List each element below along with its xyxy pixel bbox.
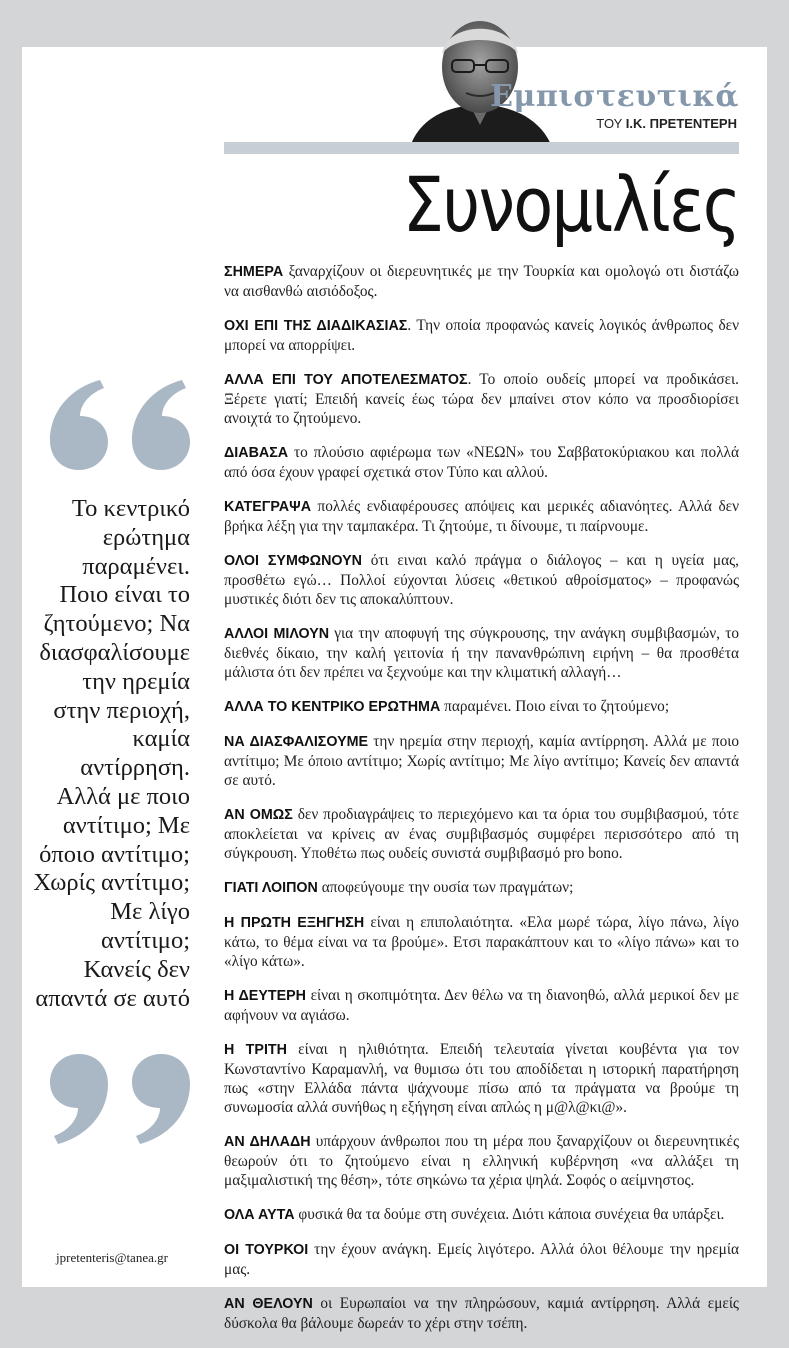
paragraph-lead: ΑΛΛΑ ΤΟ ΚΕΝΤΡΙΚΟ ΕΡΩΤΗΜΑ bbox=[224, 699, 441, 715]
paragraph-lead: ΟΧΙ ΕΠΙ ΤΗΣ ΔΙΑΔΙΚΑΣΙΑΣ bbox=[224, 318, 408, 334]
paragraph-lead: ΣΗΜΕΡΑ bbox=[224, 264, 284, 280]
byline bbox=[596, 116, 737, 131]
article-paragraph bbox=[224, 913, 739, 971]
paragraph-lead: ΑΝ ΟΜΩΣ bbox=[224, 807, 293, 823]
article-paragraph bbox=[224, 697, 739, 717]
paragraph-lead: Η ΤΡΙΤΗ bbox=[224, 1042, 287, 1058]
paragraph-text: για την αποφυγή της σύγκρουσης, την ανάγκη συμβιβασμών, το διεθνές δίκαιο, την καλή γειτονία ή την πανανθρώπινη ειρήνη – θα προσθέτα μάλιστα ότι δεν πρέπει να ξεχνούμε και την κλιματική αλλαγή… bbox=[224, 625, 739, 681]
paragraph-text: φυσικά θα τα δούμε στη συνέχεια. Διότι κάποια συνέχεια θα υπάρξει. bbox=[294, 1206, 725, 1223]
article-paragraph bbox=[224, 551, 739, 609]
paragraph-lead: ΟΛΑ ΑΥΤΑ bbox=[224, 1207, 295, 1223]
paragraph-lead: Η ΔΕΥΤΕΡΗ bbox=[224, 988, 307, 1004]
paragraph-lead: Η ΠΡΩΤΗ ΕΞΗΓΗΣΗ bbox=[224, 915, 365, 931]
author-email: jpretenteris@tanea.gr bbox=[56, 1250, 168, 1265]
article-paragraph bbox=[224, 805, 739, 863]
paragraph-text: ξαναρχίζουν οι διερευνητικές με την Τουρκία και ομολογώ οτι διστάζω να αισθανθώ αισιόδοξος. bbox=[224, 263, 739, 300]
article-paragraph bbox=[224, 1132, 739, 1190]
article-paragraph bbox=[224, 986, 739, 1025]
paragraph-text: δεν προδιαγράψεις το περιεχόμενο και τα όρια του συμβιβασμού, τότε αποκλείεται να κρίνεις αν ένας συμβιβασμός συμφέρει περισσότερο από τη σύγκρουση. Υποθέτω πως ουδείς συνιστά συμβιβασμό pro bono. bbox=[224, 806, 739, 862]
article-paragraph bbox=[224, 1240, 739, 1279]
paragraph-lead: ΟΛΟΙ ΣΥΜΦΩΝΟΥΝ bbox=[224, 553, 362, 569]
column-header bbox=[224, 47, 767, 157]
byline-prefix: ΤΟΥ bbox=[596, 116, 623, 131]
article-body bbox=[224, 262, 739, 1348]
paragraph-lead: ΑΝ ΘΕΛΟΥΝ bbox=[224, 1296, 313, 1312]
paragraph-lead: ΚΑΤΕΓΡΑΨΑ bbox=[224, 499, 312, 515]
article-paragraph bbox=[224, 316, 739, 355]
byline-author: Ι.Κ. ΠΡΕΤΕΝΤΕΡΗ bbox=[625, 116, 737, 131]
pull-quote: Το κεντρικό ερώτημα παραμένει. Ποιο είναι το ζητούμενο; Να διασφαλίσουμε την ηρεμία στην περιοχή, καμία αντίρρηση. Αλλά με ποιο αντίτιμο; Με όποιο αντίτιμο; Χωρίς αντίτιμο; Με λίγο αντίτιμο; Κανείς δεν απαντά σε αυτό bbox=[33, 495, 190, 1012]
article-paragraph bbox=[224, 878, 739, 898]
paragraph-text: ότι ειναι καλό πράγμα ο διάλογος – και η υγεία μας, προσθέτω εγώ… Πολλοί εύχονται λύσεις «θετικού αθροίσματος» – προφανώς μυστικές διότι δεν τις αποκαλύπτουν. bbox=[224, 552, 739, 608]
paragraph-lead: ΔΙΑΒΑΣΑ bbox=[224, 445, 289, 461]
paragraph-lead: ΟΙ ΤΟΥΡΚΟΙ bbox=[224, 1242, 309, 1258]
column-name: Εμπιστευτικά bbox=[490, 79, 739, 114]
article-paragraph bbox=[224, 497, 739, 536]
article-paragraph bbox=[224, 262, 739, 301]
paragraph-text: πολλές ενδιαφέρουσες απόψεις και μερικές αδιανόητες. Αλλά δεν βρήκα λέξη για την ταμπακέρα. Τι ζητούμε, τι δίνουμε, τι παίρνουμε. bbox=[224, 498, 739, 535]
author-portrait-icon bbox=[400, 5, 560, 147]
article-paragraph bbox=[224, 624, 739, 682]
article-paragraph bbox=[224, 732, 739, 790]
paragraph-text: την έχουν ανάγκη. Εμείς λιγότερο. Αλλά όλοι θέλουμε την ηρεμία μας. bbox=[224, 1241, 739, 1278]
article-paragraph bbox=[224, 370, 739, 428]
paragraph-text: το πλούσιο αφιέρωμα των «ΝΕΩΝ» του Σαββατοκύριακου και πολλά από όσα έχουν γραφεί σχετικά στον Τύπο και αλλού. bbox=[224, 444, 739, 481]
paragraph-text: παραμένει. Ποιο είναι το ζητούμενο; bbox=[440, 698, 670, 715]
paragraph-text: αποφεύγουμε την ουσία των πραγμάτων; bbox=[317, 879, 574, 896]
article-paragraph bbox=[224, 1040, 739, 1117]
paragraph-text: οι Ευρωπαίοι να την πληρώσουν, καμιά αντίρρηση. Αλλά εμείς δύσκολα θα βάλουμε δωρεάν το χέρι στην τσέπη. bbox=[224, 1295, 739, 1332]
paragraph-text: . Το οποίο ουδείς μπορεί να προδικάσει. Ξέρετε γιατί; Επειδή κανείς έως τώρα δεν μπαίνει στον κόπο να προσδιορίσει ανοιχτά το ζητούμενο. bbox=[224, 371, 739, 427]
paragraph-text: την ηρεμία στην περιοχή, καμία αντίρρηση. Αλλά με ποιο αντίτιμο; Με όποιο αντίτιμο; Χωρίς αντίτιμο; Με λίγο αντίτιμο; Κανείς δεν απαντά σε αυτό. bbox=[224, 733, 739, 789]
paragraph-lead: ΓΙΑΤΙ ΛΟΙΠΟΝ bbox=[224, 880, 318, 896]
paragraph-text: . Την οποία προφανώς κανείς λογικός άνθρωπος δεν μπορεί να απορρίψει. bbox=[224, 317, 739, 354]
paragraph-text: είναι η ηλιθιότητα. Επειδή τελευταία γίνεται κουβέντα για τον Κωνσταντίνο Καραμανλή, να θυμισω ότι του αποδίδεται η ιστορική παρατήρηση πως «στην Ελλάδα πάντα ψάχνουμε πίσω από τα πράγματα να βρούμε τη συνωμοσία αλλά συνήθως η εξήγηση είναι απλώς η μ@λ@κι@». bbox=[224, 1041, 739, 1116]
paragraph-text: είναι η σκοπιμότητα. Δεν θέλω να τη διανοηθώ, αλλά μερικοί δεν με αφήνουν να αγιάσω. bbox=[224, 987, 739, 1024]
header-rule bbox=[224, 142, 739, 154]
article-page bbox=[22, 47, 767, 1332]
paragraph-lead: ΑΝ ΔΗΛΑΔΗ bbox=[224, 1134, 311, 1150]
close-quote-icon bbox=[42, 1052, 202, 1152]
article-paragraph bbox=[224, 1205, 739, 1225]
paragraph-lead: ΑΛΛΑ ΕΠΙ ΤΟΥ ΑΠΟΤΕΛΕΣΜΑΤΟΣ bbox=[224, 372, 468, 388]
article-paragraph bbox=[224, 1294, 739, 1333]
paragraph-text: υπάρχουν άνθρωποι που τη μέρα που ξαναρχίζουν οι διερευνητικές θεωρούν ότι το ζητούμενο είναι η ελληνική κυβέρνηση «να αλλάξει τη μαξιμαλιστική της θέση», τότε σηκώνω τα χέρια ψηλά. Σοφός ο αείμνηστος. bbox=[224, 1133, 739, 1189]
paragraph-lead: ΑΛΛΟΙ ΜΙΛΟΥΝ bbox=[224, 626, 330, 642]
headline: Συνομιλίες bbox=[402, 160, 739, 249]
article-paragraph bbox=[224, 443, 739, 482]
paragraph-text: είναι η επιπολαιότητα. «Ελα μωρέ τώρα, λίγο πάνω, λίγο κάτω, το θέμα είναι να τα βρούμε». Ετσι παρακάπτουν και το «λίγο πάνω» και το «λίγο κάτω». bbox=[224, 914, 739, 970]
paragraph-lead: ΝΑ ΔΙΑΣΦΑΛΙΣΟΥΜΕ bbox=[224, 734, 369, 750]
open-quote-icon bbox=[42, 372, 202, 472]
